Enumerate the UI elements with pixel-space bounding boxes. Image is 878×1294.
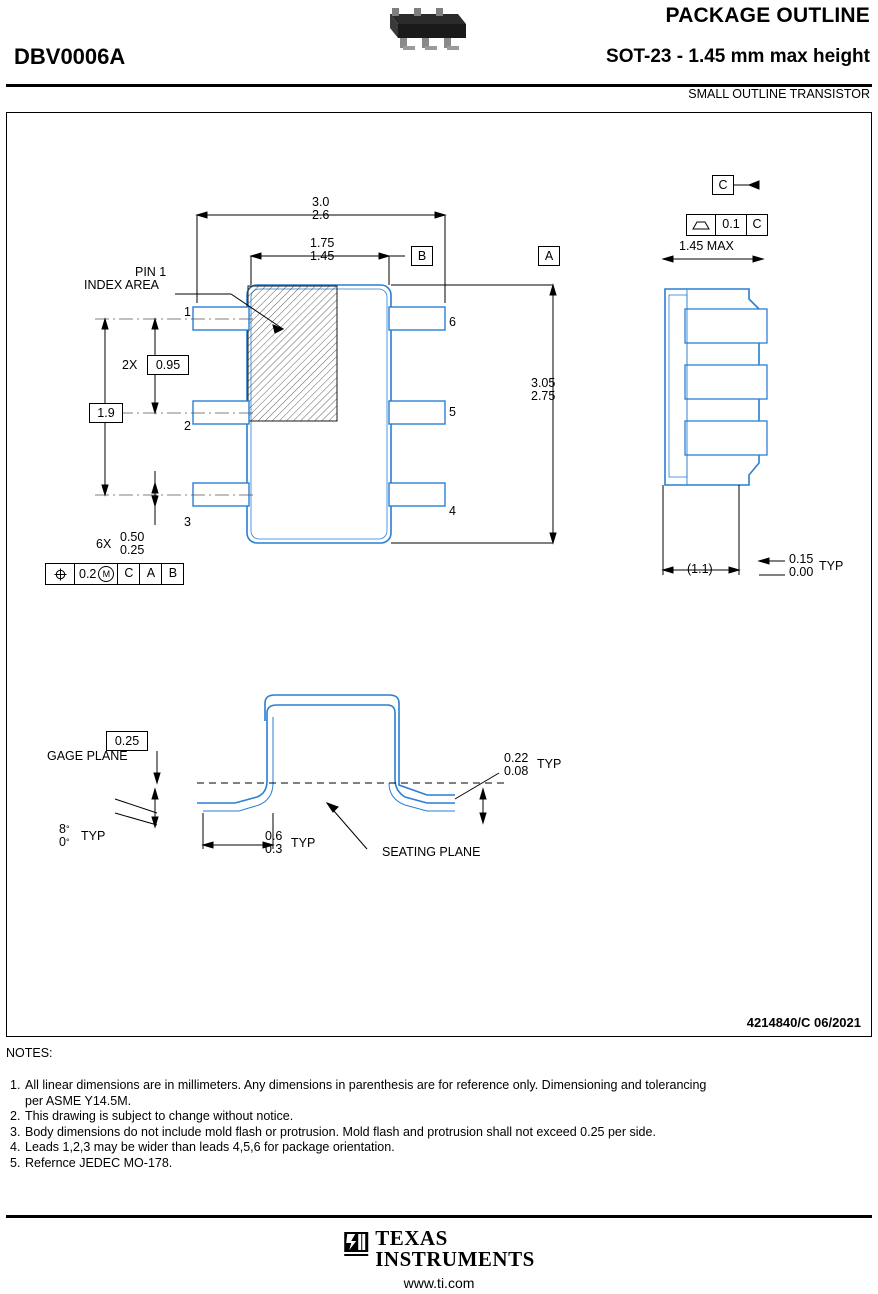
dim-body-height-max: 3.05 (531, 376, 556, 390)
package-photo-icon (370, 2, 480, 62)
position-tolerance: 0.2 (79, 567, 97, 581)
mmc-modifier-icon: M (98, 566, 114, 582)
note-text: All linear dimensions are in millimeters. Any dimensions in parenthesis are for reference only. Dimensioning and tolerancing (25, 1078, 707, 1092)
angle-min-deg: ° (65, 837, 70, 847)
part-number: DBV0006A (14, 44, 126, 69)
angle-min-value: 0 (59, 835, 66, 849)
note-text: This drawing is subject to change without notice. (25, 1109, 294, 1123)
note-text: Refernce JEDEC MO-178. (25, 1155, 173, 1170)
pin1-index-line2: INDEX AREA (84, 278, 160, 292)
dim-body-width-min: 2.6 (312, 208, 330, 222)
dim-lead-span: 1.9 (89, 403, 123, 423)
gage-plane-label: GAGE PLANE (47, 749, 128, 763)
note-number: 1. (10, 1078, 21, 1092)
position-symbol-icon (46, 564, 75, 584)
datum-b-label: B (411, 246, 433, 266)
seating-plane-label: SEATING PLANE (382, 845, 481, 859)
ti-mark-icon (343, 1230, 369, 1260)
dim-lead-thickness-min: 0.08 (504, 764, 529, 778)
angle-max-value: 8 (59, 822, 66, 836)
note-item (10, 1156, 860, 1172)
dim-standoff-typ: TYP (819, 559, 844, 573)
dim-body-height-min: 2.75 (531, 389, 556, 403)
position-tolerance-cell (75, 564, 118, 584)
note-number: 5. (10, 1155, 21, 1170)
ti-word-texas: TEXAS (375, 1226, 448, 1250)
pin1-index-line1: PIN 1 (135, 265, 167, 279)
dim-gage-plane: 0.25 (106, 731, 148, 751)
pin-number-3: 3 (184, 515, 191, 529)
datum-c-label: C (712, 175, 734, 195)
pitch-multiplier: 2X (122, 358, 138, 372)
page-title: PACKAGE OUTLINE (665, 4, 870, 27)
dim-foot-max: 0.6 (265, 829, 283, 843)
drawing-number: 4214840/C 06/2021 (746, 1015, 861, 1030)
flatness-symbol-icon (687, 215, 716, 235)
footer-divider (6, 1215, 872, 1218)
dim-angle-min (59, 836, 70, 849)
package-family-label: SMALL OUTLINE TRANSISTOR (688, 87, 870, 101)
note-item (10, 1125, 860, 1141)
dim-lead-width-min: 0.25 (120, 543, 145, 557)
note-number: 4. (10, 1140, 21, 1154)
lead-multiplier: 6X (96, 537, 112, 551)
flatness-datum: C (752, 217, 762, 231)
dim-body-width-max: 3.0 (312, 195, 330, 209)
note-continuation: per ASME Y14.5M. (25, 1093, 132, 1108)
dim-height-max: 1.45 MAX (679, 239, 734, 253)
datum-a-label: A (538, 246, 560, 266)
dim-foot-typ: TYP (291, 836, 316, 850)
fcf-datum-b: B (168, 566, 178, 580)
flatness-tolerance: 0.1 (716, 215, 747, 235)
dim-standoff-max: 0.15 (789, 552, 814, 566)
package-subtitle: SOT-23 - 1.45 mm max height (606, 46, 870, 67)
dim-pitch: 0.95 (147, 355, 189, 375)
notes-list (10, 1078, 860, 1171)
dim-lead-thickness-max: 0.22 (504, 751, 529, 765)
pin-number-5: 5 (449, 405, 456, 419)
dim-pin1-offset-min: 1.45 (310, 249, 335, 263)
dim-angle-typ: TYP (81, 829, 106, 843)
ti-word-instruments: INSTRUMENTS (375, 1247, 535, 1271)
dim-standoff-min: 0.00 (789, 565, 814, 579)
angle-max-deg: ° (65, 824, 70, 834)
pin-number-6: 6 (449, 315, 456, 329)
ti-logo (343, 1228, 535, 1270)
notes-title: NOTES: (6, 1046, 53, 1060)
note-text: Body dimensions do not include mold flash or protrusion. Mold flash and protrusion shall not exceed 0.25 per side. (25, 1124, 656, 1139)
dim-foot-min: 0.3 (265, 842, 283, 856)
ti-wordmark (375, 1228, 535, 1270)
ti-url: www.ti.com (403, 1275, 475, 1291)
dim-ref-1-1: (1.1) (687, 562, 713, 576)
flatness-feature-control-frame (686, 214, 768, 236)
note-number: 3. (10, 1124, 21, 1139)
drawing-frame (6, 112, 872, 1037)
fcf-datum-c: C (118, 564, 140, 584)
note-item (10, 1109, 860, 1125)
dim-lead-thickness-typ: TYP (537, 757, 562, 771)
position-feature-control-frame (45, 563, 184, 585)
pin-number-4: 4 (449, 504, 456, 518)
fcf-datum-a: A (140, 564, 162, 584)
dim-pin1-offset-max: 1.75 (310, 236, 335, 250)
note-item (10, 1078, 860, 1094)
dim-lead-width-max: 0.50 (120, 530, 145, 544)
note-number: 2. (10, 1109, 21, 1123)
pin-number-1: 1 (184, 305, 191, 319)
pin-number-2: 2 (184, 419, 191, 433)
note-item (10, 1140, 860, 1156)
note-text: Leads 1,2,3 may be wider than leads 4,5,6 for package orientation. (25, 1140, 395, 1154)
